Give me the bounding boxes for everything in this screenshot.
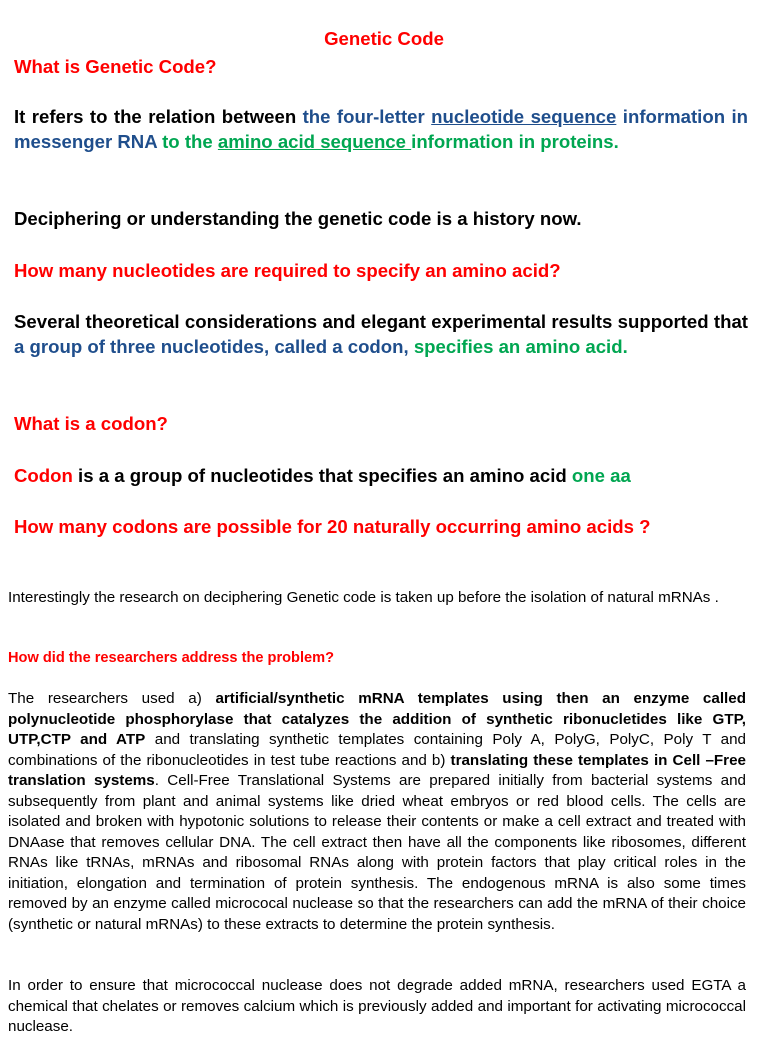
- question-codons-possible: How many codons are possible for 20 naturally occurring amino acids ?: [14, 516, 651, 537]
- definition-to-the: to the: [156, 131, 218, 152]
- question-what-is-codon: What is a codon?: [14, 413, 168, 434]
- page-title: Genetic Code: [324, 28, 444, 49]
- definition-intro: It refers to the relation between: [14, 106, 303, 127]
- researchers-intro: The researchers used a): [8, 690, 216, 707]
- question-nucleotides-required: How many nucleotides are required to specify an amino acid?: [14, 260, 561, 281]
- codon-theory-intro: Several theoretical considerations and elegant experimental results supported that: [14, 311, 748, 332]
- question-what-is-genetic-code: What is Genetic Code?: [14, 56, 217, 77]
- codon-definition-paragraph: [14, 463, 748, 488]
- researchers-cell-free-details: . Cell-Free Translational Systems are prepared initially from bacterial systems and subsequently from plant and animal systems like dried wheat embryos or red blood cells. The cells are isolated and broken with hypotonic solutions to release their contents or make a cell extract and treated with DNAase that removes cellular DNA. The cell extract then have all the components like ribosomes, different RNAs like tRNAs, mRNAs and ribosomal RNAs along with protein factors that play critical roles in the initiation, elongation and termination of protein synthesis. The endogenous mRNA is also some times removed by an enzyme called micrococal nuclease so that the researchers can add the mRNA of their choice (synthetic or natural mRNAs) to these extracts to determine the protein synthesis.: [8, 772, 746, 933]
- definition-amino-acid-sequence: amino acid sequence: [217, 131, 412, 152]
- interestingly-paragraph: Interestingly the research on deciphering Genetic code is taken up before the isolation of natural mRNAs .: [8, 589, 719, 606]
- researchers-paragraph: [8, 689, 746, 935]
- codon-definition-text: is a a group of nucleotides that specifies an amino acid: [72, 465, 572, 486]
- question-researchers-address: How did the researchers address the problem?: [8, 650, 335, 666]
- definition-nucleotide-sequence: nucleotide sequence: [431, 106, 617, 127]
- definition-in-proteins: information in proteins.: [411, 131, 619, 152]
- definition-messenger-rna: information in messenger RNA: [14, 106, 749, 152]
- definition-four-letter: the four-letter: [302, 106, 432, 127]
- researchers-synthetic-templates: artificial/synthetic mRNA templates using then an enzyme called polynucleotide phosphorylase that catalyzes the addition of synthetic ribonucletides like GTP, UTP,CTP and ATP: [8, 690, 746, 748]
- codon-theory-paragraph: [14, 309, 748, 359]
- codon-word: Codon: [14, 465, 73, 486]
- micrococcal-paragraph: In order to ensure that micrococcal nuclease does not degrade added mRNA, researchers used EGTA a chemical that chelates or removes calcium which is previously added and important for activating micrococcal nuclease.: [8, 977, 746, 1035]
- deciphering-paragraph: Deciphering or understanding the genetic code is a history now.: [14, 208, 582, 229]
- researchers-cell-free: translating these templates in Cell –Free translation systems: [8, 751, 746, 789]
- codon-one-aa: one aa: [571, 465, 631, 486]
- researchers-translating: and translating synthetic templates containing Poly A, PolyG, PolyC, Poly T and combinations of the ribonucleotides in test tube reactions and b): [8, 731, 747, 769]
- codon-theory-group: a group of three nucleotides, called a codon,: [14, 336, 409, 357]
- codon-theory-specifies: specifies an amino acid.: [408, 336, 628, 357]
- definition-paragraph: [14, 104, 748, 154]
